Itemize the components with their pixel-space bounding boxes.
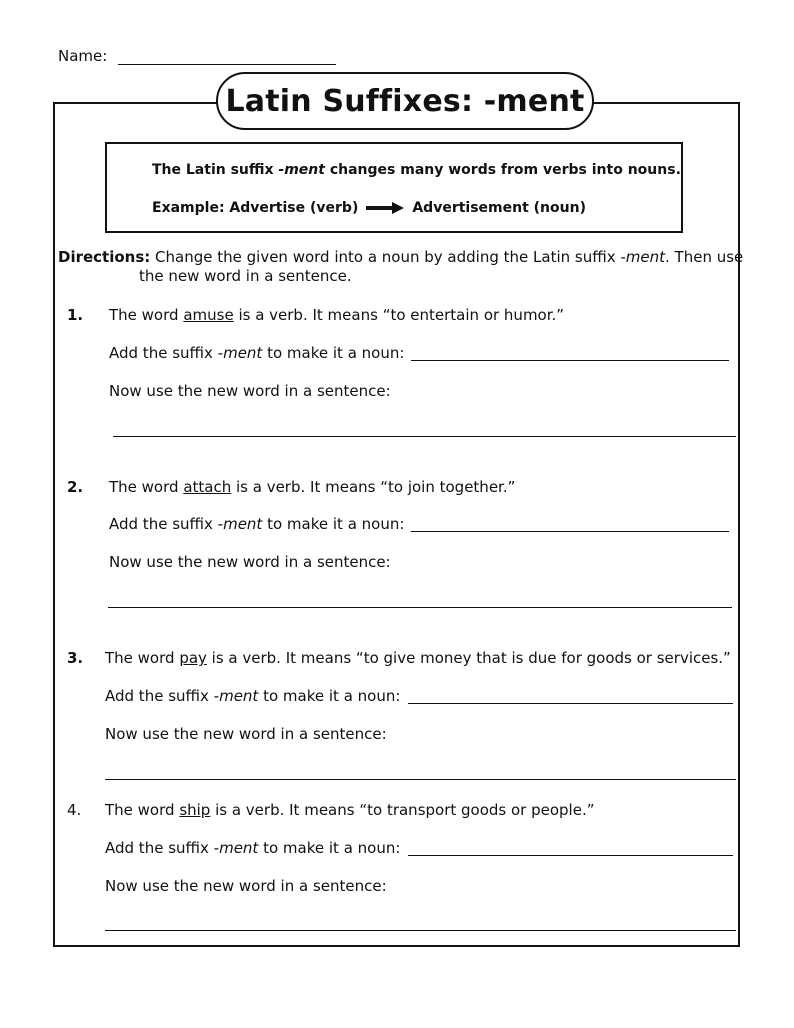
example-verb: Example: Advertise (verb) xyxy=(152,200,359,216)
name-field[interactable] xyxy=(118,64,336,65)
question-number: 2. xyxy=(67,478,84,496)
add-suffix-prompt: Add the suffix -ment to make it a noun: xyxy=(105,687,401,705)
question-4-prompt: The word ship is a verb. It means “to transport goods or people.” xyxy=(105,801,595,819)
sentence-prompt: Now use the new word in a sentence: xyxy=(105,725,387,743)
noun-answer-line[interactable] xyxy=(408,855,733,856)
question-2-prompt: The word attach is a verb. It means “to join together.” xyxy=(109,478,516,496)
example-noun: Advertisement (noun) xyxy=(412,200,586,216)
target-word: amuse xyxy=(183,306,234,324)
question-1-prompt: The word amuse is a verb. It means “to entertain or humor.” xyxy=(109,306,565,324)
target-word: attach xyxy=(183,478,232,496)
sentence-prompt: Now use the new word in a sentence: xyxy=(105,877,387,895)
arrow-right-icon xyxy=(366,202,404,214)
target-word: pay xyxy=(179,649,207,667)
sentence-prompt: Now use the new word in a sentence: xyxy=(109,382,391,400)
add-suffix-prompt: Add the suffix -ment to make it a noun: xyxy=(109,515,405,533)
question-3-prompt: The word pay is a verb. It means “to give money that is due for goods or services.” xyxy=(105,649,731,667)
question-number: 3. xyxy=(67,649,84,667)
sentence-prompt: Now use the new word in a sentence: xyxy=(109,553,391,571)
intro-example xyxy=(152,200,586,216)
sentence-answer-line[interactable] xyxy=(105,930,736,931)
noun-answer-line[interactable] xyxy=(408,703,733,704)
noun-answer-line[interactable] xyxy=(411,531,729,532)
add-suffix-prompt: Add the suffix -ment to make it a noun: xyxy=(105,839,401,857)
name-label: Name: xyxy=(58,47,108,65)
sentence-answer-line[interactable] xyxy=(108,607,732,608)
question-number: 4. xyxy=(67,801,82,819)
intro-box xyxy=(105,142,683,233)
intro-rule: The Latin suffix -ment changes many words from verbs into nouns. xyxy=(152,162,681,178)
add-suffix-prompt: Add the suffix -ment to make it a noun: xyxy=(109,344,405,362)
page-title: Latin Suffixes: -ment xyxy=(216,72,594,130)
sentence-answer-line[interactable] xyxy=(113,436,736,437)
directions: Directions: Change the given word into a noun by adding the Latin suffix -ment. Then use the new word in a sentence. xyxy=(58,248,744,285)
question-number: 1. xyxy=(67,306,84,324)
noun-answer-line[interactable] xyxy=(411,360,729,361)
target-word: ship xyxy=(179,801,211,819)
directions-label: Directions: xyxy=(58,248,151,266)
sentence-answer-line[interactable] xyxy=(105,779,736,780)
